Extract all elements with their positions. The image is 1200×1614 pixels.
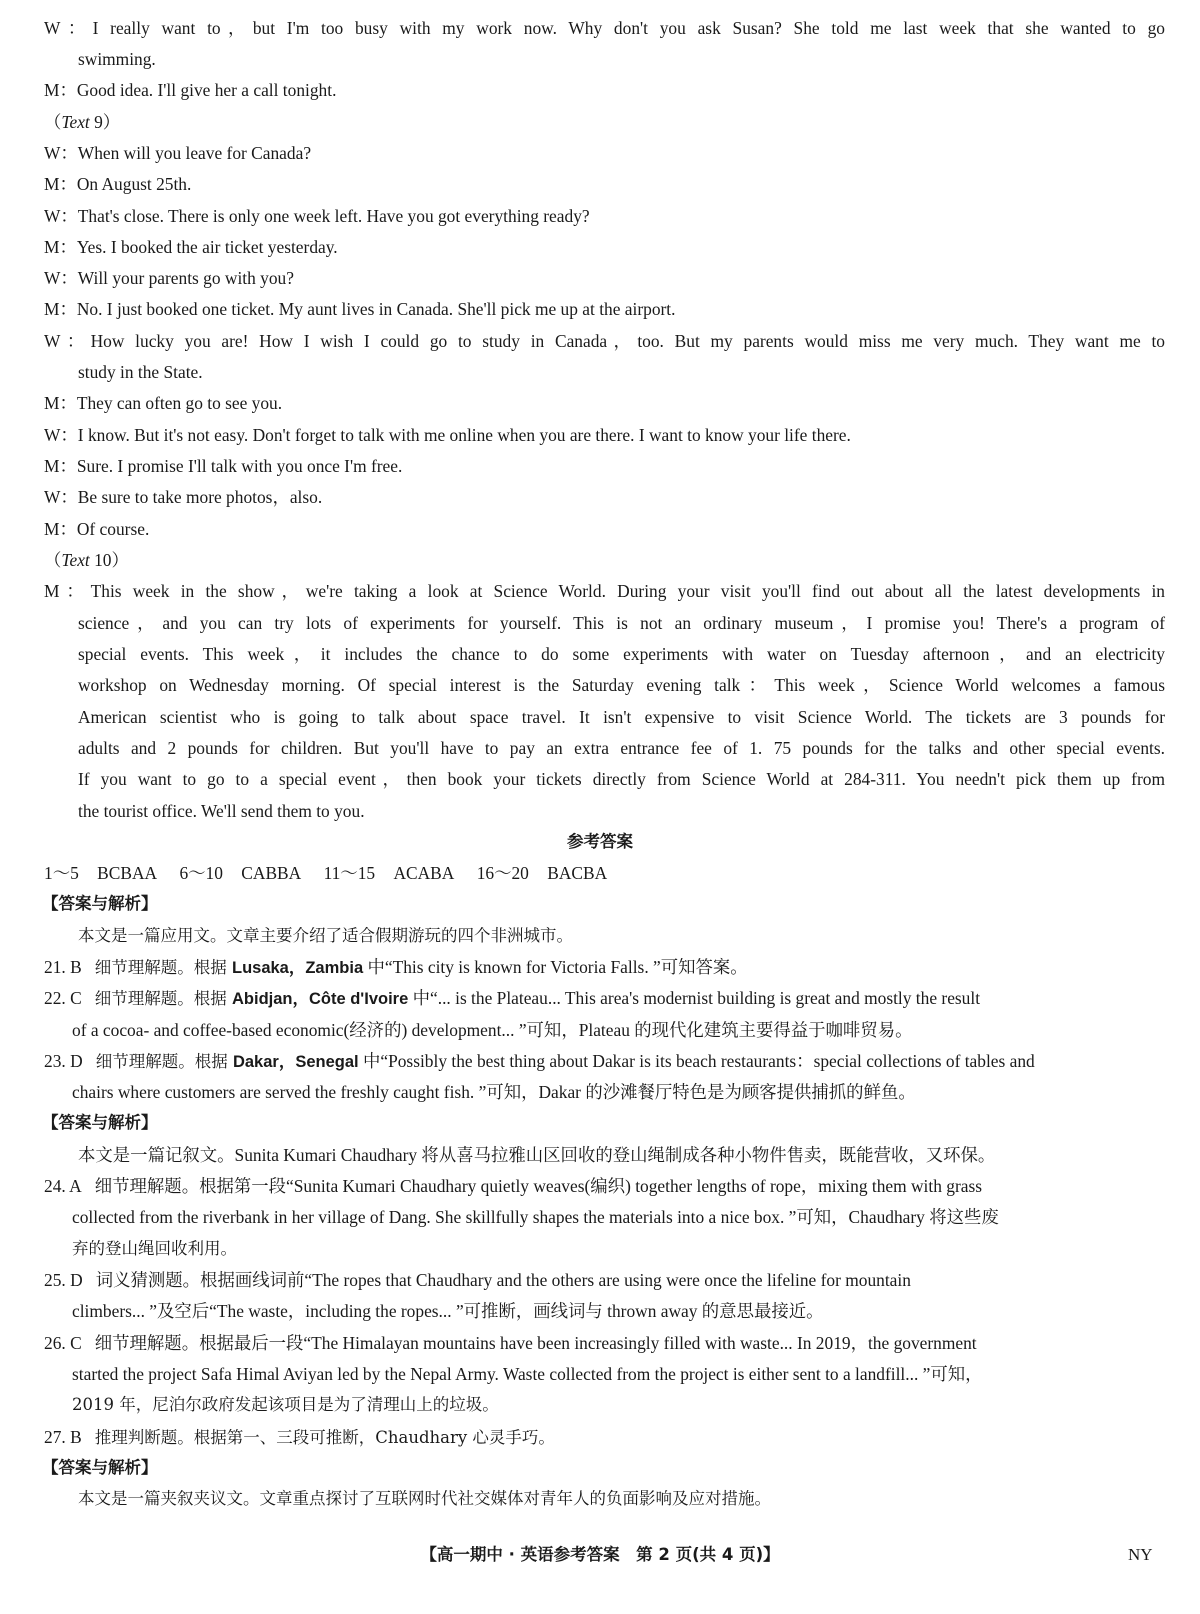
- explanation-line: started the project Safa Himal Aviyan led by the Nepal Army. Waste collected from the project is either sent to a landfill... ”可知，: [72, 1364, 983, 1384]
- question-number: 23. D: [44, 1051, 83, 1071]
- answer-range: 11～15: [323, 863, 376, 883]
- dialogue-line: W：I really want to，but I'm too busy with my work now. Why don't you ask Susan? She told me last week that she wanted to go: [44, 18, 1165, 38]
- dialogue-line: M：Good idea. I'll give her a call tonight.: [44, 80, 337, 100]
- monologue-line: adults and 2 pounds for children. But you'll have to pay an extra entrance fee of 1. 75 pounds for the talks and other special events.: [78, 738, 1165, 758]
- explanation-line: of a cocoa- and coffee-based economic(经济的) development... ”可知，Plateau 的现代化建筑主要得益于咖啡贸易。: [72, 1020, 913, 1040]
- monologue-line: American scientist who is going to talk about space travel. It isn't expensive to visit Science World. The tickets are 3 pounds for: [78, 707, 1165, 727]
- explanation-25: 25. D 词义猜测题。根据画线词前“The ropes that Chaudhary and the others are using were once the lifeline for mountain: [44, 1270, 911, 1290]
- explanation-26: 26. C 细节理解题。根据最后一段“The Himalayan mountains have been increasingly filled with waste... In 2019，the government: [44, 1333, 977, 1353]
- section-header: 【答案与解析】: [42, 1458, 158, 1477]
- explanation-line: 2019 年，尼泊尔政府发起该项目是为了清理山上的垃圾。: [72, 1395, 499, 1414]
- answer-keys: ACABA: [393, 863, 455, 883]
- dialogue-line: M：No. I just booked one ticket. My aunt lives in Canada. She'll pick me up at the airport.: [44, 299, 676, 319]
- question-number: 22. C: [44, 988, 82, 1008]
- explanation-27: 27. B 推理判断题。根据第一、三段可推断，Chaudhary 心灵手巧。: [44, 1427, 555, 1447]
- explanation-line: 弃的登山绳回收利用。: [72, 1239, 237, 1258]
- dialogue-line: M：Yes. I booked the air ticket yesterday.: [44, 237, 338, 257]
- explanation-line: chairs where customers are served the freshly caught fish. ”可知，Dakar 的沙滩餐厅特色是为顾客提供捕抓的鲜鱼。: [72, 1082, 916, 1102]
- answer-keys: BCBAA: [97, 863, 158, 883]
- dialogue-line: swimming.: [78, 49, 156, 69]
- dialogue-line: W：Be sure to take more photos，also.: [44, 487, 323, 507]
- dialogue-line: W：How lucky you are! How I wish I could go to study in Canada，too. But my parents would miss me very much. They want me to: [44, 331, 1165, 351]
- answers-title: 参考答案: [567, 832, 633, 851]
- dialogue-line: study in the State.: [78, 362, 203, 382]
- explanation-22: 22. C 细节理解题。根据 Abidjan，Côte d'Ivoire 中“... is the Plateau... This area's modernist building is great and mostly the result: [44, 988, 981, 1008]
- answer-keys: CABBA: [241, 863, 302, 883]
- dialogue-line: M：They can often go to see you.: [44, 393, 283, 413]
- dialogue-line: W：Will your parents go with you?: [44, 268, 294, 288]
- monologue-line: special events. This week，it includes the chance to do some experiments with water on Tuesday afternoon，and an electricity: [78, 644, 1165, 664]
- dialogue-line: W：When will you leave for Canada?: [44, 143, 312, 163]
- dialogue-line: M：On August 25th.: [44, 174, 192, 194]
- question-number: 24. A: [44, 1176, 82, 1196]
- page-footer: 【高一期中 · 英语参考答案 第 2 页(共 4 页)】: [420, 1545, 780, 1564]
- section-intro: 本文是一篇夹叙夹议文。文章重点探讨了互联网时代社交媒体对青年人的负面影响及应对措施。: [78, 1489, 771, 1508]
- text-9-label: （Text 9）: [44, 112, 121, 132]
- monologue-line: science，and you can try lots of experiments for yourself. This is not an ordinary museum，I promise you! There's a program of: [78, 613, 1165, 633]
- explanation-24: 24. A 细节理解题。根据第一段“Sunita Kumari Chaudhary quietly weaves(编织) together lengths of rope，mixing them with grass: [44, 1176, 982, 1196]
- monologue-line: If you want to go to a special event，then book your tickets directly from Science World at 284-311. You needn't pick them up from: [78, 769, 1165, 789]
- section-header: 【答案与解析】: [42, 1113, 158, 1132]
- explanation-line: climbers... ”及空后“The waste，including the ropes... ”可推断，画线词与 thrown away 的意思最接近。: [72, 1301, 824, 1321]
- dialogue-line: W：I know. But it's not easy. Don't forget to talk with me online when you are there. I want to know your life there.: [44, 425, 851, 445]
- answer-keys-row: [44, 861, 607, 885]
- question-number: 21. B: [44, 957, 82, 977]
- explanation-line: collected from the riverbank in her village of Dang. She skillfully shapes the materials into a nice box. ”可知，Chaudhary 将这些废: [72, 1207, 999, 1227]
- monologue-line: workshop on Wednesday morning. Of special interest is the Saturday evening talk：This week，Science World welcomes a famous: [78, 675, 1165, 695]
- section-intro: 本文是一篇记叙文。Sunita Kumari Chaudhary 将从喜马拉雅山区回收的登山绳制成各种小物件售卖，既能营收，又环保。: [78, 1145, 996, 1165]
- monologue-line: M：This week in the show，we're taking a look at Science World. During your visit you'll find out about all the latest developments in: [44, 581, 1165, 601]
- question-number: 27. B: [44, 1427, 82, 1447]
- monologue-line: the tourist office. We'll send them to you.: [78, 801, 365, 821]
- dialogue-line: W：That's close. There is only one week left. Have you got everything ready?: [44, 206, 590, 226]
- question-number: 25. D: [44, 1270, 83, 1290]
- section-header: 【答案与解析】: [42, 894, 158, 913]
- footer-code: NY: [1128, 1545, 1153, 1564]
- text-10-label: （Text 10）: [44, 550, 129, 570]
- answer-keys: BACBA: [547, 863, 608, 883]
- question-number: 26. C: [44, 1333, 82, 1353]
- answer-range: 16～20: [476, 863, 529, 883]
- explanation-21: 21. B 细节理解题。根据 Lusaka，Zambia 中“This city is known for Victoria Falls. ”可知答案。: [44, 957, 748, 977]
- answer-range: 6～10: [179, 863, 223, 883]
- section-intro: 本文是一篇应用文。文章主要介绍了适合假期游玩的四个非洲城市。: [78, 926, 573, 945]
- dialogue-line: M：Of course.: [44, 519, 150, 539]
- dialogue-line: M：Sure. I promise I'll talk with you once I'm free.: [44, 456, 403, 476]
- answer-range: 1～5: [44, 863, 79, 883]
- explanation-23: 23. D 细节理解题。根据 Dakar，Senegal 中“Possibly the best thing about Dakar is its beach restaurants：special collections of tables and: [44, 1051, 1035, 1071]
